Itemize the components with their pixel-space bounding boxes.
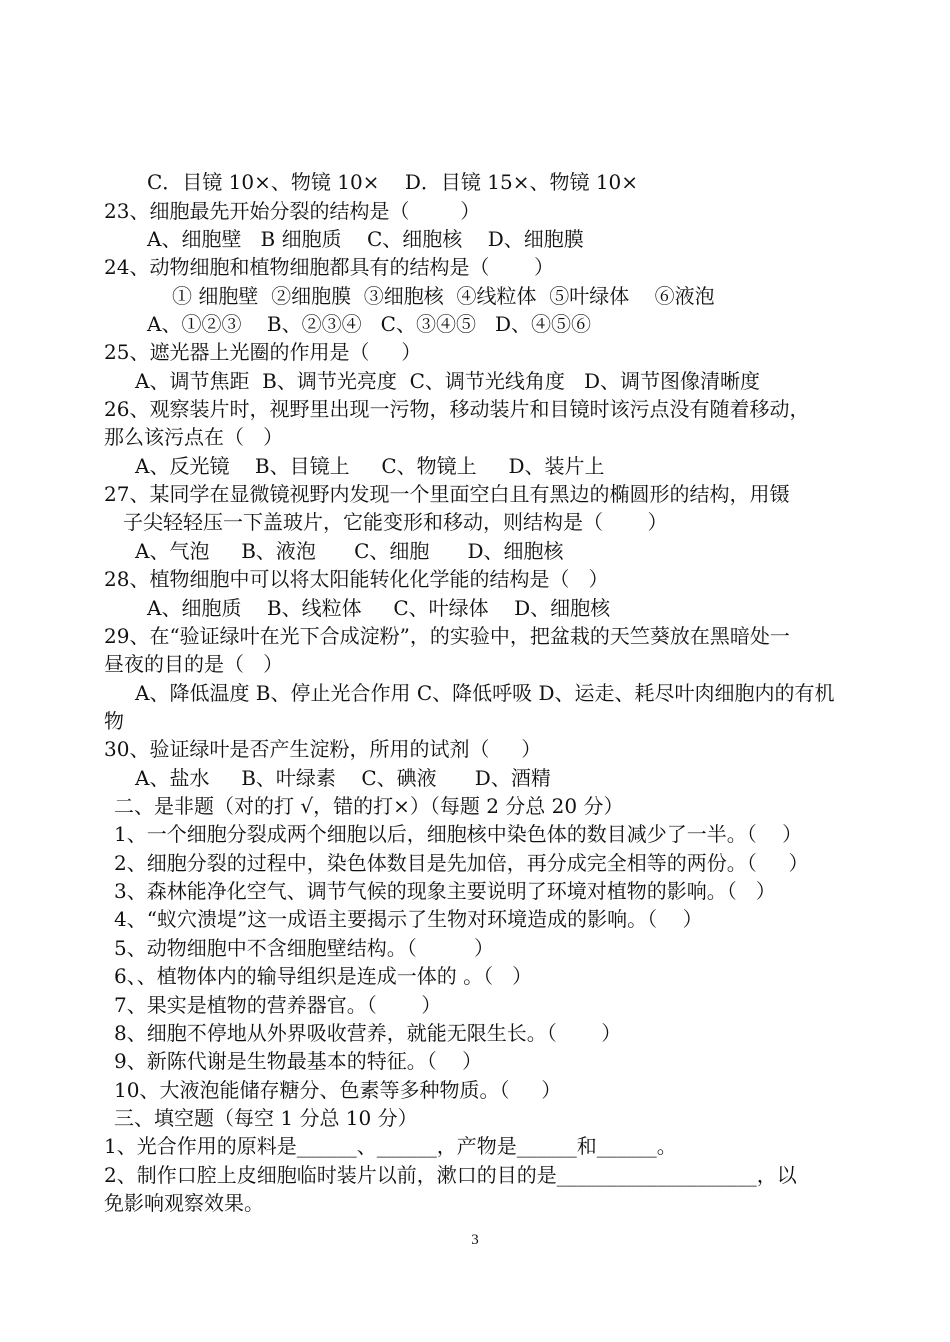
q26-stem-line2: 那么该污点在（ ） bbox=[104, 425, 284, 449]
fill-item-2-line2: 免影响观察效果。 bbox=[104, 1191, 264, 1215]
q25-stem: 25、遮光器上光圈的作用是（ ） bbox=[104, 340, 422, 364]
tf-item-2: 2、细胞分裂的过程中，染色体数目是先加倍，再分成完全相等的两份。（ ） bbox=[114, 851, 809, 875]
q30-options: A、盐水 B、叶绿素 C、碘液 D、酒精 bbox=[135, 766, 551, 790]
tf-item-8: 8、细胞不停地从外界吸收营养，就能无限生长。（ ） bbox=[114, 1021, 622, 1045]
section-true-false-heading: 二、是非题（对的打 √，错的打×）（每题 2 分总 20 分） bbox=[114, 794, 624, 818]
page-number: 3 bbox=[471, 1232, 479, 1248]
tf-item-4: 4、“蚁穴溃堤”这一成语主要揭示了生物对环境造成的影响。（ ） bbox=[114, 907, 703, 931]
q24-items: ① 细胞壁 ②细胞膜 ③细胞核 ④线粒体 ⑤叶绿体 ⑥液泡 bbox=[172, 284, 715, 308]
q25-options: A、调节焦距 B、调节光亮度 C、调节光线角度 D、调节图像清晰度 bbox=[135, 369, 760, 393]
q29-options-line2: 物 bbox=[104, 709, 124, 733]
tf-item-5: 5、动物细胞中不含细胞壁结构。（ ） bbox=[114, 936, 494, 960]
tf-item-7: 7、果实是植物的营养器官。（ ） bbox=[114, 993, 442, 1017]
q27-options: A、气泡 B、液泡 C、细胞 D、细胞核 bbox=[135, 539, 564, 563]
tf-item-1: 1、一个细胞分裂成两个细胞以后，细胞核中染色体的数目减少了一半。（ ） bbox=[114, 822, 803, 846]
q29-stem-line1: 29、在“验证绿叶在光下合成淀粉”，的实验中，把盆栽的天竺葵放在黑暗处一 bbox=[104, 624, 790, 648]
fill-item-2-line1: 2、制作口腔上皮细胞临时装片以前，漱口的目的是____________________，以 bbox=[104, 1163, 797, 1187]
q29-stem-line2: 昼夜的目的是（ ） bbox=[104, 652, 284, 676]
tf-item-3: 3、森林能净化空气、调节气候的现象主要说明了环境对植物的影响。（ ） bbox=[114, 879, 776, 903]
fill-item-1: 1、光合作用的原料是______、______，产物是______和______。 bbox=[104, 1134, 677, 1158]
q27-stem-line1: 27、某同学在显微镜视野内发现一个里面空白且有黑边的椭圆形的结构，用镊 bbox=[104, 482, 790, 506]
tf-item-6: 6、、植物体内的输导组织是连成一体的 。（ ） bbox=[114, 964, 533, 988]
q27-stem-line2: 子尖轻轻压一下盖玻片，它能变形和移动，则结构是（ ） bbox=[123, 510, 668, 534]
q26-options: A、反光镜 B、目镜上 C、物镜上 D、装片上 bbox=[135, 454, 605, 478]
q23-stem: 23、细胞最先开始分裂的结构是（ ） bbox=[104, 199, 481, 223]
q30-stem: 30、验证绿叶是否产生淀粉，所用的试剂（ ） bbox=[104, 737, 542, 761]
q28-options: A、细胞质 B、线粒体 C、叶绿体 D、细胞核 bbox=[147, 596, 611, 620]
q24-options: A、①②③ B、②③④ C、③④⑤ D、④⑤⑥ bbox=[147, 312, 592, 336]
section-fill-blank-heading: 三、填空题（每空 1 分总 10 分） bbox=[114, 1106, 418, 1130]
tf-item-9: 9、新陈代谢是生物最基本的特征。（ ） bbox=[114, 1049, 483, 1073]
q26-stem-line1: 26、观察装片时，视野里出现一污物，移动装片和目镜时该污点没有随着移动， bbox=[104, 397, 810, 421]
q29-options-line1: A、降低温度 B、停止光合作用 C、降低呼吸 D、运走、耗尽叶肉细胞内的有机 bbox=[135, 681, 835, 705]
q23-options: A、细胞壁 B 细胞质 C、细胞核 D、细胞膜 bbox=[147, 227, 584, 251]
q22-options-cd: C．目镜 10×、物镜 10× D．目镜 15×、物镜 10× bbox=[147, 170, 639, 194]
q28-stem: 28、植物细胞中可以将太阳能转化化学能的结构是（ ） bbox=[104, 567, 609, 591]
tf-item-10: 10、大液泡能储存糖分、色素等多种物质。（ ） bbox=[114, 1078, 562, 1102]
q24-stem: 24、动物细胞和植物细胞都具有的结构是（ ） bbox=[104, 255, 554, 279]
